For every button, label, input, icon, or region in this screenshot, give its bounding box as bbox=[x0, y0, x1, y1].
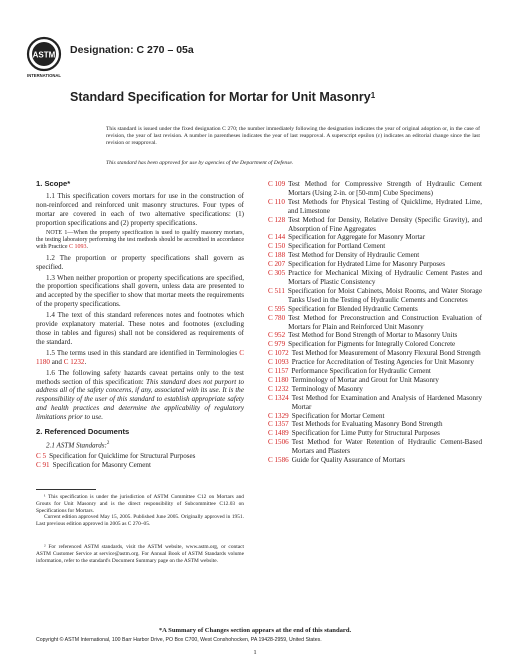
copyright: Copyright © ASTM International, 100 Barr Harbor Drive, PO Box C700, West Conshohocken, PA 19428-2959, United States. bbox=[36, 637, 322, 643]
reference-title: Specification for Mortar Cement bbox=[291, 411, 385, 420]
approval-statement: This standard has been approved for use by agencies of the Department of Defense. bbox=[106, 160, 294, 166]
reference-item bbox=[268, 358, 482, 367]
reference-code-link[interactable]: C 207 bbox=[268, 260, 286, 269]
scope-note-1 bbox=[36, 230, 244, 252]
reference-item bbox=[268, 367, 482, 376]
link-c1093[interactable]: C 1093 bbox=[69, 244, 87, 251]
reference-code-link[interactable]: C 144 bbox=[268, 233, 286, 242]
reference-code-link[interactable]: C 1180 bbox=[268, 375, 289, 384]
note-1-text: NOTE 1—When the property specification is used to qualify masonry mortars, the testing laboratory performing the test methods should be accredited in accordance with Practice bbox=[36, 229, 244, 251]
reference-item bbox=[268, 340, 482, 349]
scope-1-1: 1.1 This specification covers mortars for use in the construction of non-reinforced and reinforced unit masonry structures. Four types of mortar are covered in each of two alternative specifications: (1) proportion specifications and (2) property specifications. bbox=[36, 191, 244, 227]
reference-title: Test Method for Density of Hydraulic Cement bbox=[288, 251, 420, 260]
scope-1-5 bbox=[36, 349, 244, 367]
reference-code-link[interactable]: C 188 bbox=[268, 251, 286, 260]
reference-code-link[interactable]: C 1072 bbox=[268, 349, 289, 358]
reference-code-link[interactable]: C 1329 bbox=[268, 411, 289, 420]
reference-item bbox=[268, 349, 482, 358]
astm-standards-subheading bbox=[46, 440, 244, 450]
title-text: Standard Specification for Mortar for Unit Masonry bbox=[70, 90, 371, 104]
reference-code-link[interactable]: C 1157 bbox=[268, 367, 289, 376]
reference-item bbox=[268, 198, 482, 216]
astm-standards-footnote-mark: 2 bbox=[106, 440, 110, 446]
reference-title: Terminology of Masonry bbox=[291, 384, 363, 393]
reference-code-link[interactable]: C 5 bbox=[36, 452, 47, 461]
reference-item bbox=[268, 260, 482, 269]
reference-code-link[interactable]: C 305 bbox=[268, 269, 286, 278]
reference-item bbox=[268, 233, 482, 242]
reference-title: Specification for Portland Cement bbox=[288, 242, 386, 251]
logo-subtext: INTERNATIONAL bbox=[27, 73, 61, 78]
link-c1232[interactable]: C 1232 bbox=[63, 357, 85, 366]
reference-title: Specification for Hydrated Lime for Masonry Purposes bbox=[288, 260, 445, 269]
reference-code-link[interactable]: C 110 bbox=[268, 197, 285, 206]
issuance-statement: This standard is issued under the fixed designation C 270; the number immediately following the designation indicates the year of original adoption or, in the case of revision, the year of last revision. A number in parentheses indicates the year of last reapproval. A superscript epsilon (ε) indicates an editorial change since the last revision or reapproval. bbox=[106, 126, 480, 147]
note-1-suffix: . bbox=[86, 244, 89, 251]
reference-list-left bbox=[36, 452, 244, 470]
reference-item bbox=[268, 305, 482, 314]
astm-standards-label: 2.1 ASTM Standards: bbox=[46, 441, 107, 450]
reference-code-link[interactable]: C 109 bbox=[268, 180, 286, 188]
reference-code-link[interactable]: C 511 bbox=[268, 286, 285, 295]
logo-text: ASTM bbox=[32, 50, 56, 60]
reference-code-link[interactable]: C 1093 bbox=[268, 358, 289, 367]
reference-code-link[interactable]: C 1506 bbox=[268, 438, 289, 447]
reference-code-link[interactable]: C 150 bbox=[268, 242, 286, 251]
reference-item bbox=[268, 438, 482, 456]
scope-1-4: 1.4 The text of this standard references notes and footnotes which provide explanatory material. These notes and footnotes (excluding those in tables and figures) shall not be considered as requirements of the standard. bbox=[36, 311, 244, 346]
left-column bbox=[36, 180, 244, 470]
reference-title: Specification for Pigments for Integrally Colored Concrete bbox=[288, 340, 456, 349]
footnote-2: ² For referenced ASTM standards, visit the ASTM website, www.astm.org, or contact ASTM Customer Service at service@astm.org. For Annual Book of ASTM Standards volume information, refer to the standard's Document Summary page on the ASTM website. bbox=[36, 544, 244, 564]
footnote-1-text: ¹ This specification is under the jurisdiction of ASTM Committee C12 on Mortars and Grouts for Unit Masonry and is the direct responsibility of Subcommittee C12.03 on Specifications for Mortars. bbox=[36, 494, 244, 514]
safety-caveat: This standard does not purport to address all of the safety concerns, if any, associated with its use. It is the responsibility of the user of this standard to establish appropriate safety and health practices and determine the applicability of regulatory limitations prior to use. bbox=[36, 377, 244, 422]
reference-code-link[interactable]: C 1357 bbox=[268, 420, 289, 429]
reference-title: Test Method for Bond Strength of Mortar to Masonry Units bbox=[288, 331, 458, 340]
reference-item bbox=[268, 216, 482, 234]
reference-title: Practice for Mechanical Mixing of Hydraulic Cement Pastes and Mortars of Plastic Consistency bbox=[288, 269, 482, 286]
reference-item bbox=[268, 385, 482, 394]
footnote-1-edition: Current edition approved May 15, 2005. Published June 2005. Originally approved in 1951. Last previous edition approved in 2005 as C 270–05. bbox=[36, 514, 244, 528]
reference-code-link[interactable]: C 128 bbox=[268, 215, 286, 224]
scope-1-6-text: 1.6 The following safety hazards caveat pertains only to the test methods section of this specification: bbox=[36, 368, 244, 386]
designation: Designation: C 270 – 05a bbox=[70, 44, 194, 56]
astm-logo-icon bbox=[26, 36, 62, 80]
reference-item bbox=[36, 461, 244, 470]
reference-title: Specification for Masonry Cement bbox=[52, 461, 151, 470]
reference-title: Practice for Accreditation of Testing Agencies for Unit Masonry bbox=[291, 358, 474, 367]
reference-item bbox=[268, 331, 482, 340]
reference-title: Terminology of Mortar and Grout for Unit Masonry bbox=[291, 375, 439, 384]
reference-item bbox=[268, 287, 482, 305]
reference-code-link[interactable]: C 91 bbox=[36, 461, 50, 470]
scope-1-5-text: 1.5 The terms used in this standard are identified in Terminologies bbox=[46, 348, 238, 357]
reference-item bbox=[268, 180, 482, 198]
reference-title: Test Method for Compressive Strength of Hydraulic Cement Mortars (Using 2-in. or [50-mm] Cube Specimens) bbox=[288, 180, 482, 197]
right-column bbox=[268, 180, 482, 465]
reference-title: Specification for Moist Cabinets, Moist Rooms, and Water Storage Tanks Used in the Testing of Hydraulic Cements and Concretes bbox=[287, 286, 482, 304]
scope-1-6 bbox=[36, 369, 244, 422]
reference-item bbox=[268, 456, 482, 465]
footnote-separator bbox=[36, 489, 96, 490]
reference-item bbox=[268, 429, 482, 438]
title-footnote-mark: 1 bbox=[370, 91, 376, 100]
reference-title: Test Method for Measurement of Masonry Flexural Bond Strength bbox=[291, 349, 481, 358]
summary-notice: *A Summary of Changes section appears at the end of this standard. bbox=[158, 627, 352, 634]
reference-code-link[interactable]: C 1324 bbox=[268, 393, 289, 402]
page-number: 1 bbox=[253, 649, 257, 656]
reference-title: Test Method for Density, Relative Density (Specific Gravity), and Absorption of Fine Aggregates bbox=[288, 215, 482, 233]
reference-code-link[interactable]: C 780 bbox=[268, 313, 286, 322]
reference-title: Test Methods for Evaluating Masonry Bond Strength bbox=[291, 420, 443, 429]
reference-code-link[interactable]: C 1232 bbox=[268, 384, 289, 393]
reference-code-link[interactable]: C 979 bbox=[268, 340, 286, 349]
referenced-heading: 2. Referenced Documents bbox=[36, 427, 130, 437]
page-title bbox=[70, 90, 410, 105]
reference-title: Specification for Quicklime for Structural Purposes bbox=[49, 452, 196, 461]
reference-item bbox=[268, 251, 482, 260]
reference-title: Specification for Blended Hydraulic Cements bbox=[288, 304, 418, 313]
reference-item bbox=[268, 269, 482, 287]
reference-code-link[interactable]: C 952 bbox=[268, 331, 286, 340]
scope-1-2: 1.2 The proportion or property specifications shall govern as specified. bbox=[36, 253, 244, 271]
scope-heading: 1. Scope* bbox=[36, 179, 71, 188]
footnote-1 bbox=[36, 494, 244, 528]
reference-title: Test Methods for Physical Testing of Quicklime, Hydrated Lime, and Limestone bbox=[287, 197, 482, 215]
scope-1-3: 1.3 When neither proportion or property specifications are specified, the proportion specifications shall govern, unless data are presented to and accepted by the specifier to show that mortar meets the requirements of the property specifications. bbox=[36, 273, 244, 309]
reference-title: Performance Specification for Hydraulic Cement bbox=[291, 367, 431, 376]
reference-title: Test Method for Examination and Analysis of Hardened Masonry Mortar bbox=[291, 393, 482, 411]
reference-title: Test Method for Water Retention of Hydraulic Cement-Based Mortars and Plasters bbox=[291, 438, 482, 456]
reference-code-link[interactable]: C 1586 bbox=[268, 456, 289, 465]
reference-item bbox=[36, 452, 244, 461]
reference-item bbox=[268, 394, 482, 412]
reference-item bbox=[268, 412, 482, 421]
reference-code-link[interactable]: C 595 bbox=[268, 304, 286, 313]
reference-code-link[interactable]: C 1489 bbox=[268, 429, 289, 438]
reference-item bbox=[268, 242, 482, 251]
reference-title: Specification for Aggregate for Masonry Mortar bbox=[288, 233, 426, 242]
scope-1-5-suffix: . bbox=[84, 357, 87, 366]
link-c1180[interactable]: C 1180 bbox=[36, 348, 244, 366]
reference-item bbox=[268, 376, 482, 385]
reference-title: Guide for Quality Assurance of Mortars bbox=[291, 456, 405, 465]
reference-title: Test Method for Preconstruction and Construction Evaluation of Mortars for Plain and Reinforced Unit Masonry bbox=[288, 313, 482, 331]
reference-title: Specification for Lime Putty for Structural Purposes bbox=[291, 429, 440, 438]
reference-item bbox=[268, 420, 482, 429]
scope-1-5-and: and bbox=[51, 357, 62, 366]
reference-item bbox=[268, 314, 482, 332]
reference-list-right bbox=[268, 180, 482, 465]
